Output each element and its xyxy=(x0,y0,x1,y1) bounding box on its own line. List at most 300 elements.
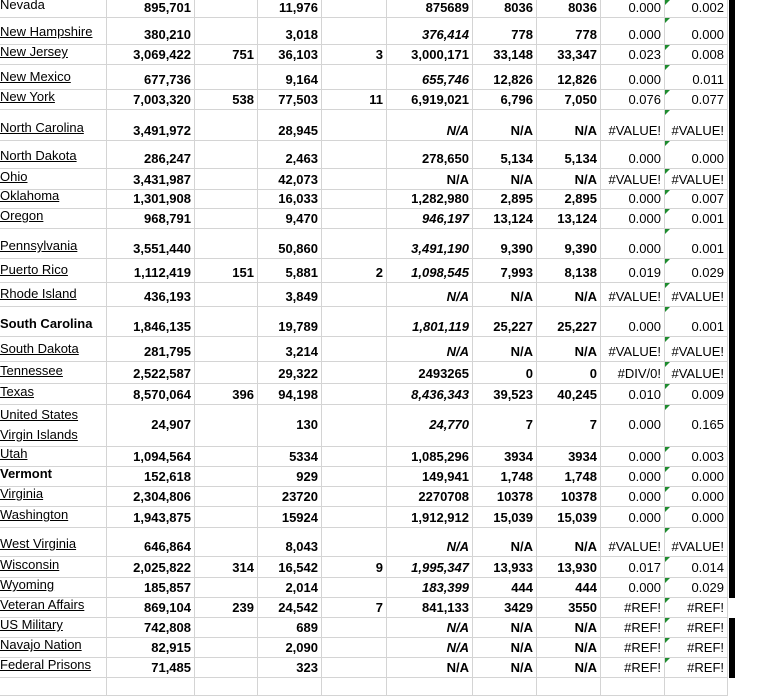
data-cell[interactable] xyxy=(665,169,728,189)
data-cell[interactable] xyxy=(107,0,195,17)
data-cell[interactable] xyxy=(258,0,322,17)
data-cell[interactable] xyxy=(537,18,601,44)
data-cell[interactable] xyxy=(322,447,387,466)
data-cell[interactable] xyxy=(387,384,473,404)
data-cell[interactable] xyxy=(665,528,728,556)
data-cell[interactable] xyxy=(107,447,195,466)
data-cell[interactable] xyxy=(665,405,728,446)
data-cell[interactable] xyxy=(258,618,322,637)
data-cell[interactable] xyxy=(665,467,728,486)
data-cell[interactable] xyxy=(601,507,665,527)
data-cell[interactable] xyxy=(322,65,387,89)
data-cell[interactable] xyxy=(107,638,195,657)
empty-cell[interactable] xyxy=(195,678,258,695)
data-cell[interactable] xyxy=(195,487,258,506)
data-cell[interactable] xyxy=(665,190,728,208)
data-cell[interactable] xyxy=(258,190,322,208)
data-cell[interactable] xyxy=(537,658,601,677)
data-cell[interactable] xyxy=(258,487,322,506)
data-cell[interactable] xyxy=(258,507,322,527)
data-cell[interactable] xyxy=(195,307,258,336)
data-cell[interactable] xyxy=(473,110,537,140)
data-cell[interactable] xyxy=(107,110,195,140)
data-cell[interactable] xyxy=(601,45,665,64)
data-cell[interactable] xyxy=(537,169,601,189)
data-cell[interactable] xyxy=(107,467,195,486)
data-cell[interactable] xyxy=(601,557,665,577)
data-cell[interactable] xyxy=(473,598,537,617)
data-cell[interactable] xyxy=(387,190,473,208)
data-cell[interactable] xyxy=(258,65,322,89)
data-cell[interactable] xyxy=(665,141,728,168)
data-cell[interactable] xyxy=(322,18,387,44)
data-cell[interactable] xyxy=(537,190,601,208)
cell-value: 16,033 xyxy=(278,191,318,206)
data-cell[interactable] xyxy=(258,384,322,404)
data-cell[interactable] xyxy=(601,384,665,404)
data-cell[interactable] xyxy=(601,598,665,617)
data-cell[interactable] xyxy=(107,45,195,64)
data-cell[interactable] xyxy=(387,447,473,466)
data-cell[interactable] xyxy=(537,507,601,527)
row-label-cell[interactable] xyxy=(0,658,107,677)
data-cell[interactable] xyxy=(387,507,473,527)
data-cell[interactable] xyxy=(473,487,537,506)
row-label-cell[interactable] xyxy=(0,18,107,44)
data-cell[interactable] xyxy=(601,405,665,446)
data-cell[interactable] xyxy=(195,362,258,383)
data-cell[interactable] xyxy=(387,487,473,506)
data-cell[interactable] xyxy=(195,578,258,597)
data-cell[interactable] xyxy=(195,190,258,208)
data-cell[interactable] xyxy=(473,578,537,597)
data-cell[interactable] xyxy=(537,337,601,361)
data-cell[interactable] xyxy=(258,447,322,466)
data-cell[interactable] xyxy=(107,578,195,597)
data-cell[interactable] xyxy=(601,141,665,168)
data-cell[interactable] xyxy=(195,229,258,258)
data-cell[interactable] xyxy=(601,528,665,556)
data-cell[interactable] xyxy=(107,507,195,527)
data-cell[interactable] xyxy=(195,259,258,282)
data-cell[interactable] xyxy=(322,0,387,17)
data-cell[interactable] xyxy=(258,405,322,446)
data-cell[interactable] xyxy=(322,384,387,404)
data-cell[interactable] xyxy=(601,307,665,336)
data-cell[interactable] xyxy=(195,18,258,44)
data-cell[interactable] xyxy=(601,467,665,486)
data-cell[interactable] xyxy=(665,598,728,617)
data-cell[interactable] xyxy=(195,141,258,168)
row-label-cell[interactable] xyxy=(0,487,107,506)
data-cell[interactable] xyxy=(601,259,665,282)
row-label-cell[interactable] xyxy=(0,528,107,556)
data-cell[interactable] xyxy=(322,618,387,637)
data-cell[interactable] xyxy=(195,337,258,361)
data-cell[interactable] xyxy=(322,638,387,657)
data-cell[interactable] xyxy=(195,283,258,306)
data-cell[interactable] xyxy=(473,307,537,336)
data-cell[interactable] xyxy=(473,259,537,282)
data-cell[interactable] xyxy=(195,618,258,637)
data-cell[interactable] xyxy=(473,638,537,657)
data-cell[interactable] xyxy=(258,283,322,306)
table-row xyxy=(0,0,728,18)
data-cell[interactable] xyxy=(195,658,258,677)
data-cell[interactable] xyxy=(665,638,728,657)
cell-value: 0.010 xyxy=(628,387,661,402)
row-label-cell[interactable] xyxy=(0,229,107,258)
data-cell[interactable] xyxy=(322,487,387,506)
row-label-cell[interactable] xyxy=(0,307,107,336)
data-cell[interactable] xyxy=(537,638,601,657)
data-cell[interactable] xyxy=(107,141,195,168)
data-cell[interactable] xyxy=(473,507,537,527)
data-cell[interactable] xyxy=(387,638,473,657)
data-cell[interactable] xyxy=(107,487,195,506)
row-label-cell[interactable] xyxy=(0,65,107,89)
data-cell[interactable] xyxy=(387,229,473,258)
data-cell[interactable] xyxy=(107,405,195,446)
data-cell[interactable] xyxy=(258,110,322,140)
row-label-cell[interactable] xyxy=(0,283,107,306)
row-label-cell[interactable] xyxy=(0,557,107,577)
data-cell[interactable] xyxy=(601,618,665,637)
data-cell[interactable] xyxy=(665,658,728,677)
data-cell[interactable] xyxy=(537,405,601,446)
data-cell[interactable] xyxy=(537,65,601,89)
data-cell[interactable] xyxy=(473,467,537,486)
data-cell[interactable] xyxy=(473,528,537,556)
data-cell[interactable] xyxy=(601,283,665,306)
data-cell[interactable] xyxy=(195,384,258,404)
data-cell[interactable] xyxy=(665,283,728,306)
data-cell[interactable] xyxy=(195,65,258,89)
data-cell[interactable] xyxy=(473,658,537,677)
data-cell[interactable] xyxy=(473,618,537,637)
data-cell[interactable] xyxy=(322,283,387,306)
data-cell[interactable] xyxy=(387,0,473,17)
data-cell[interactable] xyxy=(195,209,258,228)
data-cell[interactable] xyxy=(601,487,665,506)
data-cell[interactable] xyxy=(322,405,387,446)
row-label-cell[interactable] xyxy=(0,337,107,361)
data-cell[interactable] xyxy=(387,658,473,677)
data-cell[interactable] xyxy=(665,447,728,466)
empty-cell[interactable] xyxy=(387,678,473,695)
data-cell[interactable] xyxy=(195,110,258,140)
data-cell[interactable] xyxy=(473,362,537,383)
data-cell[interactable] xyxy=(322,229,387,258)
data-cell[interactable] xyxy=(322,658,387,677)
data-cell[interactable] xyxy=(537,209,601,228)
data-cell[interactable] xyxy=(473,169,537,189)
data-cell[interactable] xyxy=(473,229,537,258)
data-cell[interactable] xyxy=(473,90,537,109)
data-cell[interactable] xyxy=(665,259,728,282)
data-cell[interactable] xyxy=(322,337,387,361)
data-cell[interactable] xyxy=(537,90,601,109)
data-cell[interactable] xyxy=(601,447,665,466)
data-cell[interactable] xyxy=(473,65,537,89)
data-cell[interactable] xyxy=(322,598,387,617)
data-cell[interactable] xyxy=(107,209,195,228)
data-cell[interactable] xyxy=(665,487,728,506)
data-cell[interactable] xyxy=(107,65,195,89)
data-cell[interactable] xyxy=(107,618,195,637)
data-cell[interactable] xyxy=(322,578,387,597)
data-cell[interactable] xyxy=(665,209,728,228)
data-cell[interactable] xyxy=(258,557,322,577)
empty-cell[interactable] xyxy=(473,678,537,695)
data-cell[interactable] xyxy=(258,90,322,109)
data-cell[interactable] xyxy=(665,618,728,637)
row-label-cell[interactable] xyxy=(0,45,107,64)
data-cell[interactable] xyxy=(387,362,473,383)
data-cell[interactable] xyxy=(665,362,728,383)
data-cell[interactable] xyxy=(537,229,601,258)
data-cell[interactable] xyxy=(387,405,473,446)
data-cell[interactable] xyxy=(258,18,322,44)
data-cell[interactable] xyxy=(537,618,601,637)
data-cell[interactable] xyxy=(387,169,473,189)
data-cell[interactable] xyxy=(537,259,601,282)
empty-cell[interactable] xyxy=(107,678,195,695)
data-cell[interactable] xyxy=(665,578,728,597)
data-cell[interactable] xyxy=(107,337,195,361)
data-cell[interactable] xyxy=(537,447,601,466)
data-cell[interactable] xyxy=(601,578,665,597)
data-cell[interactable] xyxy=(322,141,387,168)
data-cell[interactable] xyxy=(537,283,601,306)
data-cell[interactable] xyxy=(665,0,728,17)
data-cell[interactable] xyxy=(107,259,195,282)
data-cell[interactable] xyxy=(107,229,195,258)
data-cell[interactable] xyxy=(387,209,473,228)
data-cell[interactable] xyxy=(473,0,537,17)
data-cell[interactable] xyxy=(665,90,728,109)
data-cell[interactable] xyxy=(322,45,387,64)
data-cell[interactable] xyxy=(107,18,195,44)
data-cell[interactable] xyxy=(258,658,322,677)
data-cell[interactable] xyxy=(322,467,387,486)
data-cell[interactable] xyxy=(537,110,601,140)
data-cell[interactable] xyxy=(387,141,473,168)
data-cell[interactable] xyxy=(387,578,473,597)
data-cell[interactable] xyxy=(258,598,322,617)
data-cell[interactable] xyxy=(387,259,473,282)
data-cell[interactable] xyxy=(322,259,387,282)
data-cell[interactable] xyxy=(665,45,728,64)
data-cell[interactable] xyxy=(322,190,387,208)
data-cell[interactable] xyxy=(473,45,537,64)
row-label-cell[interactable] xyxy=(0,110,107,140)
data-cell[interactable] xyxy=(473,557,537,577)
data-cell[interactable] xyxy=(195,0,258,17)
data-cell[interactable] xyxy=(601,169,665,189)
data-cell[interactable] xyxy=(258,45,322,64)
data-cell[interactable] xyxy=(195,507,258,527)
row-label-cell[interactable] xyxy=(0,362,107,383)
data-cell[interactable] xyxy=(322,507,387,527)
data-cell[interactable] xyxy=(601,190,665,208)
data-cell[interactable] xyxy=(258,362,322,383)
data-cell[interactable] xyxy=(107,384,195,404)
data-cell[interactable] xyxy=(537,0,601,17)
data-cell[interactable] xyxy=(322,209,387,228)
data-cell[interactable] xyxy=(258,259,322,282)
data-cell[interactable] xyxy=(387,45,473,64)
data-cell[interactable] xyxy=(601,18,665,44)
table-row xyxy=(0,259,728,283)
data-cell[interactable] xyxy=(387,337,473,361)
data-cell[interactable] xyxy=(601,229,665,258)
data-cell[interactable] xyxy=(473,405,537,446)
data-cell[interactable] xyxy=(387,598,473,617)
data-cell[interactable] xyxy=(665,65,728,89)
data-cell[interactable] xyxy=(195,557,258,577)
data-cell[interactable] xyxy=(601,0,665,17)
data-cell[interactable] xyxy=(665,337,728,361)
data-cell[interactable] xyxy=(387,307,473,336)
data-cell[interactable] xyxy=(258,337,322,361)
row-label: Utah xyxy=(0,446,28,461)
empty-cell[interactable] xyxy=(322,678,387,695)
data-cell[interactable] xyxy=(258,229,322,258)
data-cell[interactable] xyxy=(258,578,322,597)
data-cell[interactable] xyxy=(387,90,473,109)
data-cell[interactable] xyxy=(258,141,322,168)
row-label-cell[interactable] xyxy=(0,209,107,228)
data-cell[interactable] xyxy=(387,467,473,486)
data-cell[interactable] xyxy=(473,447,537,466)
data-cell[interactable] xyxy=(258,528,322,556)
data-cell[interactable] xyxy=(537,557,601,577)
data-cell[interactable] xyxy=(195,405,258,446)
data-cell[interactable] xyxy=(601,209,665,228)
data-cell[interactable] xyxy=(195,467,258,486)
data-cell[interactable] xyxy=(387,110,473,140)
data-cell[interactable] xyxy=(665,507,728,527)
data-cell[interactable] xyxy=(537,598,601,617)
data-cell[interactable] xyxy=(107,658,195,677)
data-cell[interactable] xyxy=(537,45,601,64)
data-cell[interactable] xyxy=(258,209,322,228)
data-cell[interactable] xyxy=(322,557,387,577)
data-cell[interactable] xyxy=(665,229,728,258)
row-label-cell[interactable] xyxy=(0,0,107,17)
data-cell[interactable] xyxy=(601,337,665,361)
data-cell[interactable] xyxy=(107,362,195,383)
data-cell[interactable] xyxy=(258,467,322,486)
data-cell[interactable] xyxy=(195,447,258,466)
data-cell[interactable] xyxy=(387,18,473,44)
data-cell[interactable] xyxy=(665,557,728,577)
data-cell[interactable] xyxy=(258,169,322,189)
data-cell[interactable] xyxy=(387,557,473,577)
data-cell[interactable] xyxy=(537,141,601,168)
data-cell[interactable] xyxy=(387,528,473,556)
data-cell[interactable] xyxy=(322,307,387,336)
cell-value: 3,849 xyxy=(285,289,318,304)
data-cell[interactable] xyxy=(195,598,258,617)
data-cell[interactable] xyxy=(322,110,387,140)
data-cell[interactable] xyxy=(537,487,601,506)
data-cell[interactable] xyxy=(537,307,601,336)
data-cell[interactable] xyxy=(195,45,258,64)
data-cell[interactable] xyxy=(107,557,195,577)
row-label-cell[interactable] xyxy=(0,384,107,404)
data-cell[interactable] xyxy=(473,190,537,208)
data-cell[interactable] xyxy=(665,110,728,140)
data-cell[interactable] xyxy=(473,141,537,168)
data-cell[interactable] xyxy=(195,90,258,109)
data-cell[interactable] xyxy=(195,528,258,556)
cell-value: 9,470 xyxy=(285,211,318,226)
data-cell[interactable] xyxy=(537,384,601,404)
empty-cell[interactable] xyxy=(537,678,601,695)
data-cell[interactable] xyxy=(473,209,537,228)
data-cell[interactable] xyxy=(107,90,195,109)
row-label-cell[interactable] xyxy=(0,90,107,109)
data-cell[interactable] xyxy=(601,638,665,657)
data-cell[interactable] xyxy=(322,362,387,383)
data-cell[interactable] xyxy=(473,337,537,361)
row-label-cell[interactable] xyxy=(0,507,107,527)
data-cell[interactable] xyxy=(601,362,665,383)
empty-cell[interactable] xyxy=(601,678,665,695)
data-cell[interactable] xyxy=(473,283,537,306)
data-cell[interactable] xyxy=(473,384,537,404)
data-cell[interactable] xyxy=(322,90,387,109)
data-cell[interactable] xyxy=(665,307,728,336)
data-cell[interactable] xyxy=(195,169,258,189)
empty-cell[interactable] xyxy=(258,678,322,695)
data-cell[interactable] xyxy=(107,598,195,617)
data-cell[interactable] xyxy=(258,307,322,336)
data-cell[interactable] xyxy=(537,578,601,597)
data-cell[interactable] xyxy=(601,110,665,140)
data-cell[interactable] xyxy=(195,638,258,657)
data-cell[interactable] xyxy=(473,18,537,44)
data-cell[interactable] xyxy=(387,65,473,89)
data-cell[interactable] xyxy=(107,190,195,208)
row-label-cell[interactable] xyxy=(0,259,107,282)
data-cell[interactable] xyxy=(107,283,195,306)
row-label-cell[interactable] xyxy=(0,405,107,446)
empty-cell[interactable] xyxy=(665,678,728,695)
data-cell[interactable] xyxy=(107,169,195,189)
data-cell[interactable] xyxy=(665,384,728,404)
data-cell[interactable] xyxy=(601,658,665,677)
data-cell[interactable] xyxy=(107,528,195,556)
cell-value: 0.000 xyxy=(628,580,661,595)
data-cell[interactable] xyxy=(601,90,665,109)
data-cell[interactable] xyxy=(601,65,665,89)
data-cell[interactable] xyxy=(258,638,322,657)
data-cell[interactable] xyxy=(322,528,387,556)
row-label-cell[interactable] xyxy=(0,141,107,168)
data-cell[interactable] xyxy=(387,618,473,637)
data-cell[interactable] xyxy=(107,307,195,336)
data-cell[interactable] xyxy=(537,362,601,383)
data-cell[interactable] xyxy=(665,18,728,44)
data-cell[interactable] xyxy=(537,528,601,556)
data-cell[interactable] xyxy=(322,169,387,189)
empty-cell[interactable] xyxy=(0,678,107,695)
data-cell[interactable] xyxy=(537,467,601,486)
data-cell[interactable] xyxy=(387,283,473,306)
